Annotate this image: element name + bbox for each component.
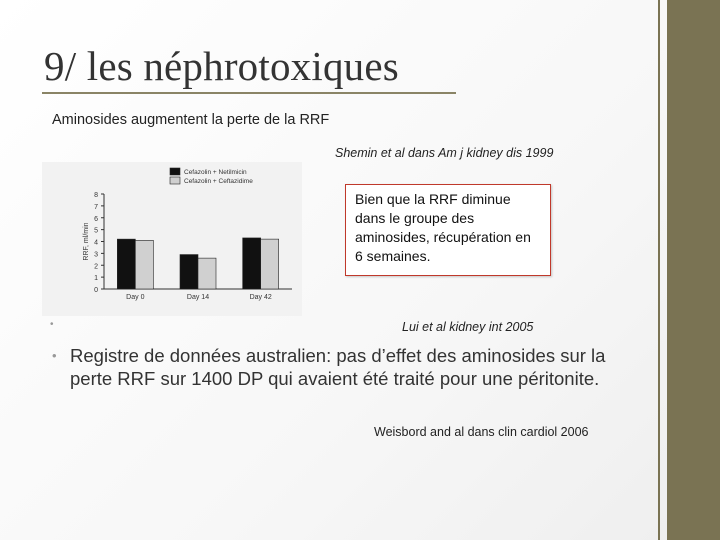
- empty-bullet: •: [50, 319, 54, 330]
- legend-label: Cefazolin + Ceftazidime: [184, 178, 253, 185]
- bullet-australian-registry: [52, 344, 652, 390]
- title-underline: [42, 92, 456, 94]
- bullet-text: Registre de données australien: pas d’effet des aminosides sur la perte RRF sur 1400 DP qui avaient été traité pour une péritonite.: [70, 345, 606, 389]
- x-tick-label: Day 0: [126, 294, 145, 301]
- slide-title: 9/ les néphrotoxiques: [44, 43, 399, 89]
- y-tick-label: 4: [94, 239, 98, 247]
- y-tick-label: 5: [94, 227, 98, 235]
- bar: [198, 258, 216, 289]
- bar: [243, 238, 261, 289]
- bar: [180, 255, 198, 289]
- y-tick-label: 7: [94, 203, 98, 211]
- bullet-dot: •: [52, 348, 57, 363]
- reference-shemin: Shemin et al dans Am j kidney dis 1999: [335, 146, 554, 160]
- y-tick-label: 3: [94, 251, 98, 259]
- side-accent-line: [658, 0, 660, 540]
- chart-legend: [170, 168, 253, 185]
- y-tick-label: 8: [94, 192, 98, 199]
- y-tick-label: 0: [94, 287, 98, 294]
- y-tick-label: 6: [94, 215, 98, 223]
- y-tick-label: 2: [94, 263, 98, 271]
- reference-weisbord: Weisbord and al dans clin cardiol 2006: [374, 425, 589, 439]
- y-tick-label: 1: [94, 275, 98, 283]
- bar: [135, 240, 153, 289]
- chart-svg: [42, 162, 302, 316]
- side-accent-bar: [667, 0, 720, 540]
- legend-label: Cefazolin + Netilmicin: [184, 169, 247, 176]
- bar: [117, 239, 135, 289]
- legend-swatch: [170, 177, 180, 184]
- chart-bars: [117, 238, 278, 289]
- x-tick-label: Day 42: [249, 294, 272, 301]
- slide-subtitle: Aminosides augmentent la perte de la RRF: [52, 112, 330, 128]
- callout-note: Bien que la RRF diminue dans le groupe des aminosides, récupération en 6 semaines.: [345, 184, 551, 276]
- rrf-bar-chart: [42, 162, 302, 316]
- reference-lui: Lui et al kidney int 2005: [402, 320, 534, 334]
- bar: [261, 239, 279, 289]
- x-tick-label: Day 14: [186, 294, 210, 301]
- legend-swatch: [170, 168, 180, 175]
- y-axis-label: RRF, ml/min: [83, 222, 90, 261]
